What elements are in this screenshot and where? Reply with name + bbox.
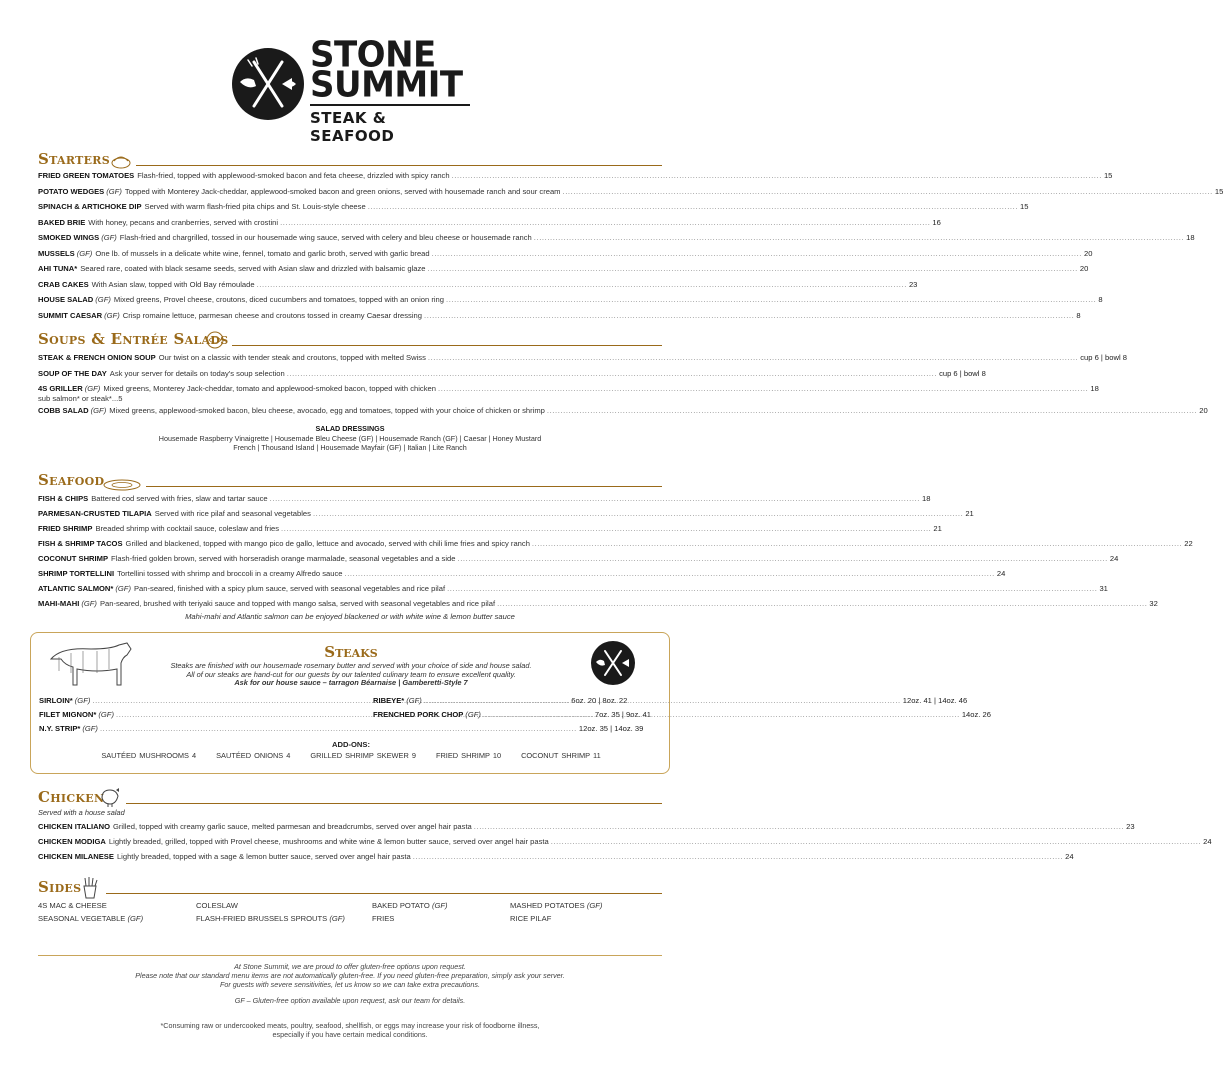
item-price: 18 [1090, 384, 1099, 393]
soups-header [38, 330, 662, 350]
side-item [372, 913, 394, 925]
steak-price: 12oz. 41 | 14oz. 46 [902, 696, 968, 705]
leader-dots [313, 508, 963, 520]
leader-dots [563, 186, 1213, 198]
sides-rule [106, 893, 662, 894]
logo-emblem [232, 48, 304, 120]
item-name: COBB SALAD [38, 405, 89, 415]
side-item [372, 900, 448, 912]
seafood-title: Seafood [38, 471, 105, 489]
item-price: 32 [1149, 599, 1158, 608]
item-description: Lightly breaded, grilled, topped with Provel cheese, mushrooms and white wine & lemon butter sauce, served over angel hair pasta [108, 837, 549, 846]
item-name: FRIED GREEN TOMATOES [38, 171, 135, 180]
item-name: HOUSE SALAD [38, 295, 94, 304]
leader-dots [446, 294, 1096, 306]
item-name: AHI TUNA* [38, 264, 78, 273]
item-description: Our twist on a classic with tender steak and croutons, topped with melted Swiss [158, 353, 426, 362]
gluten-free-tag: (GF) [82, 724, 98, 733]
leader-dots [534, 232, 1184, 244]
item-name: SUMMIT CAESAR [38, 310, 103, 320]
side-item [38, 900, 107, 912]
side-name: SEASONAL VEGETABLE [38, 914, 126, 923]
brand-name-line1: STONE [310, 34, 436, 76]
footer-line6: especially if you have certain medical conditions. [272, 1030, 428, 1039]
item-price: 15 [1020, 202, 1029, 211]
side-name: BAKED POTATO [372, 901, 430, 910]
seafood-platter-icon [102, 477, 142, 491]
steak-item [373, 695, 968, 707]
menu-item [38, 851, 1074, 863]
leader-dots [280, 217, 930, 229]
item-price: 20 [1084, 248, 1093, 258]
item-description: Crisp romaine lettuce, parmesan cheese and croutons tossed in creamy Caesar dressing [122, 310, 422, 320]
seafood-note: Mahi-mahi and Atlantic salmon can be enjoyed blackened or with white wine & lemon butter sauce [185, 612, 515, 621]
item-price: 24 [996, 569, 1006, 578]
leader-dots [270, 493, 920, 505]
gluten-free-tag: (GF) [98, 710, 114, 719]
item-description: With Asian slaw, topped with Old Bay rémoulade [91, 279, 255, 289]
item-price: cup 6 | bowl 8 [939, 368, 986, 378]
item-name: MAHI-MAHI [38, 599, 80, 608]
menu-item [38, 368, 986, 380]
side-item [38, 913, 143, 925]
item-description: Grilled, topped with creamy garlic sauce, melted parmesan and breadcrumbs, served over angel hair pasta [113, 822, 472, 831]
soups-title: Soups & Entrée Salads [38, 330, 229, 348]
item-description: Flash-fried golden brown, served with horseradish orange marmalade, seasonal vegetables and a side [111, 554, 456, 563]
footer-line4: GF – Gluten-free option available upon request, ask our team for details. [234, 996, 466, 1005]
soups-rule [232, 345, 662, 346]
addon-item: SAUTÉED MUSHROOMS 4 [101, 751, 197, 760]
side-item [510, 900, 602, 912]
menu-item [38, 598, 1158, 610]
menu-item [38, 508, 974, 520]
gluten-free-tag: (GF) [76, 248, 93, 258]
item-price: 15 [1214, 186, 1223, 196]
item-description: Mixed greens, Monterey Jack-cheddar, tomato and applewood-smoked bacon, topped with chicken [103, 384, 436, 393]
leader-dots [287, 368, 937, 380]
menu-item [38, 217, 941, 229]
leader-dots [424, 310, 1074, 322]
leader-dots [497, 598, 1147, 610]
item-price: 23 [1126, 822, 1135, 831]
seafood-header [38, 471, 662, 491]
menu-item [38, 186, 1223, 198]
item-price: 15 [1103, 171, 1113, 180]
gluten-free-tag: (GF) [90, 405, 107, 415]
footer-line1: At Stone Summit, we are proud to offer gluten-free options upon request. [234, 962, 466, 971]
side-name: 4S MAC & CHEESE [38, 901, 107, 910]
leader-dots [532, 538, 1182, 550]
addons-list [31, 751, 671, 760]
starters-header [38, 150, 662, 170]
starters-rule [136, 165, 662, 166]
side-item [196, 900, 238, 912]
menu-item [38, 263, 1089, 275]
steaks-desc-line2: All of our steaks are hand-cut for our guests by our talented culinary team to ensure excellent quality. [186, 669, 516, 679]
item-description: Pan-seared, brushed with teriyaki sauce and topped with mango salsa, served with seasonal vegetables and rice pilaf [99, 599, 496, 608]
leader-dots [483, 709, 960, 721]
item-name: POTATO WEDGES [38, 186, 105, 196]
item-description: One lb. of mussels in a delicate white wine, fennel, tomato and garlic broth, served with garlic bread [95, 248, 430, 258]
item-name: 4S GRILLER [38, 384, 83, 393]
item-price: 16 [932, 217, 941, 227]
item-price: 18 [922, 494, 931, 503]
steak-name: FRENCHED PORK CHOP [373, 710, 464, 719]
footer-line5: *Consuming raw or undercooked meats, poultry, seafood, shellfish, or eggs may increase your risk of foodborne illness, [160, 1021, 540, 1030]
item-price: 8 [1098, 295, 1103, 304]
item-description: Ask your server for details on today's soup selection [109, 368, 285, 378]
menu-item [38, 523, 942, 535]
sides-title: Sides [38, 878, 82, 896]
item-name: SHRIMP TORTELLINI [38, 569, 115, 578]
menu-item [38, 836, 1212, 848]
chicken-subtitle: Served with a house salad [38, 808, 125, 817]
salad-bowl-icon [203, 330, 227, 350]
gluten-free-tag: (GF) [101, 233, 117, 242]
steak-item [39, 723, 644, 735]
leader-dots [100, 723, 577, 735]
chicken-title: Chicken [38, 788, 105, 806]
gluten-free-tag: (GF) [329, 914, 345, 923]
leader-dots [432, 248, 1082, 260]
item-price: 20 [1199, 405, 1208, 415]
item-name: COCONUT SHRIMP [38, 554, 109, 563]
steak-name: N.Y. STRIP* [39, 724, 81, 733]
chicken-rule [126, 803, 662, 804]
menu-item [38, 170, 1113, 182]
gluten-free-tag: (GF) [95, 295, 111, 304]
steaks-desc-line3: Ask for our house sauce – tarragon Béarnaise | Gamberetti-Style 7 [234, 678, 468, 688]
leader-dots [281, 523, 931, 535]
item-description: Flash-fried, topped with applewood-smoked bacon and feta cheese, drizzled with spicy ranch [137, 171, 450, 180]
menu-item [38, 553, 1119, 565]
item-name: FISH & CHIPS [38, 494, 89, 503]
item-description: Served with rice pilaf and seasonal vegetables [154, 509, 311, 518]
item-description: Mixed greens, applewood-smoked bacon, bleu cheese, avocado, egg and tomatoes, topped with your choice of chicken or shrimp [109, 405, 545, 415]
menu-item [38, 538, 1193, 550]
chicken-header [38, 788, 662, 808]
item-description: Grilled and blackened, topped with mango pico de gallo, lettuce and avocado, served with chili lime fries and spicy ranch [125, 539, 530, 548]
side-name: COLESLAW [196, 901, 238, 910]
gluten-free-tag: (GF) [106, 186, 122, 196]
steak-price: 12oz. 35 | 14oz. 39 [578, 724, 644, 733]
dressings-line2: French | Thousand Island | Housemade Mayfair (GF) | Italian | Lite Ranch [233, 443, 467, 452]
item-name: FRIED SHRIMP [38, 524, 93, 533]
leader-dots [547, 405, 1197, 417]
side-item [196, 913, 345, 925]
item-name: SOUP OF THE DAY [38, 368, 107, 378]
item-name: ATLANTIC SALMON* [38, 584, 114, 593]
brand-name-line2: SUMMIT [310, 64, 463, 106]
addons-title: ADD-ONS: [332, 740, 370, 749]
dressings-line1: Housemade Raspberry Vinaigrette | Housemade Bleu Cheese (GF) | Housemade Ranch (GF) | Caesar | Honey Mustard [158, 434, 542, 443]
item-price: 31 [1099, 584, 1108, 593]
steak-price: 6oz. 20 | 8oz. 22 [571, 696, 628, 705]
item-price: cup 6 | bowl 8 [1080, 353, 1127, 362]
item-description: Pan-seared, finished with a spicy plum sauce, served with seasonal vegetables and rice pilaf [133, 584, 446, 593]
steak-price: 14oz. 26 [961, 710, 991, 719]
steak-price: 7oz. 35 | 9oz. 41 [594, 710, 651, 719]
menu-item [38, 201, 1029, 213]
item-price: 21 [965, 509, 974, 518]
leader-dots [257, 279, 907, 291]
addon-item: SAUTÉED ONIONS 4 [216, 751, 291, 760]
leader-dots [428, 352, 1078, 364]
item-price: 18 [1186, 233, 1195, 242]
item-name: FISH & SHRIMP TACOS [38, 539, 123, 548]
gluten-free-tag: (GF) [74, 696, 91, 705]
side-name: MASHED POTATOES [510, 901, 585, 910]
item-price: 24 [1109, 554, 1119, 563]
menu-item [38, 405, 1208, 417]
addon-item: FRIED SHRIMP 10 [435, 751, 502, 760]
steaks-description [141, 662, 561, 688]
item-name: PARMESAN-CRUSTED TILAPIA [38, 509, 152, 518]
gluten-free-tag: (GF) [465, 710, 481, 719]
leader-dots [344, 568, 994, 580]
footer-line3: For guests with severe sensitivities, let us know so we can take extra precautions. [219, 980, 481, 989]
leader-dots [457, 553, 1107, 565]
gluten-free-tag: (GF) [586, 901, 603, 910]
menu-item [38, 821, 1135, 833]
chicken-icon [98, 786, 122, 808]
item-price: 8 [1076, 310, 1081, 320]
footer-line2: Please note that our standard menu items are not automatically gluten-free. If you need gluten-free preparation, simply ask your server. [135, 971, 565, 980]
steak-item [373, 709, 991, 721]
menu-item [38, 248, 1093, 260]
brand-tagline: STEAK & SEAFOOD [310, 104, 470, 145]
item-name: CHICKEN MILANESE [38, 852, 114, 861]
item-description: Mixed greens, Provel cheese, croutons, diced cucumbers and tomatoes, topped with an onion ring [113, 295, 444, 304]
item-price: 22 [1184, 539, 1193, 548]
menu-item [38, 568, 1006, 580]
item-description: With honey, pecans and cranberries, served with crostini [88, 217, 279, 227]
gluten-free-tag: (GF) [406, 696, 422, 705]
side-item [510, 913, 551, 925]
footer-rule [38, 955, 662, 956]
addon-item: GRILLED SHRIMP SKEWER 9 [310, 751, 416, 760]
item-name: BAKED BRIE [38, 217, 86, 227]
leader-dots [447, 583, 1097, 595]
leader-dots [428, 263, 1078, 275]
gluten-free-tag: (GF) [127, 914, 144, 923]
gluten-free-tag: (GF) [115, 584, 131, 593]
logo-emblem-small [591, 641, 635, 685]
item-description: Tortellini tossed with shrimp and broccoli in a creamy Alfredo sauce [117, 569, 343, 578]
gluten-free-tag: (GF) [84, 384, 101, 393]
item-price: 21 [933, 524, 942, 533]
leader-dots [474, 821, 1124, 833]
leader-dots [413, 851, 1063, 863]
side-name: FRIES [372, 914, 395, 923]
item-price: 24 [1065, 852, 1074, 861]
item-name: SMOKED WINGS [38, 233, 100, 242]
side-name: RICE PILAF [510, 914, 552, 923]
item-price: 24 [1203, 837, 1212, 846]
menu-item [38, 493, 931, 505]
brand-logo [232, 34, 472, 145]
item-description: Lightly breaded, topped with a sage & lemon butter sauce, served over angel hair pasta [116, 852, 411, 861]
item-description: Served with warm flash-fried pita chips and St. Louis-style cheese [144, 202, 366, 211]
item-description: Breaded shrimp with cocktail sauce, coleslaw and fries [95, 524, 280, 533]
leader-dots [452, 170, 1102, 182]
item-description: Battered cod served with fries, slaw and tartar sauce [91, 494, 268, 503]
side-name: FLASH-FRIED BRUSSELS SPROUTS [196, 914, 328, 923]
item-name: CRAB CAKES [38, 279, 89, 289]
leader-dots [424, 695, 901, 707]
item-name: CHICKEN ITALIANO [38, 822, 110, 831]
menu-item [38, 310, 1081, 322]
menu-item [38, 352, 1127, 364]
item-description: Topped with Monterey Jack-cheddar, applewood-smoked bacon and green onions, served with housemade ranch and sour cream [124, 186, 561, 196]
starters-bowl-icon [110, 152, 132, 170]
item-description: Seared rare, coated with black sesame seeds, served with Asian slaw and drizzled with balsamic glaze [80, 264, 426, 273]
item-extra: sub salmon* or steak*...5 [38, 393, 123, 403]
menu-item [38, 232, 1195, 244]
dressings-title: SALAD DRESSINGS [315, 424, 385, 433]
leader-dots [368, 201, 1018, 213]
sides-header [38, 878, 662, 898]
item-name: STEAK & FRENCH ONION SOUP [38, 353, 156, 362]
starters-title: Starters [38, 150, 110, 168]
gluten-free-tag: (GF) [81, 599, 97, 608]
steak-name: SIRLOIN* [39, 696, 73, 705]
leader-dots [551, 836, 1201, 848]
item-name: SPINACH & ARTICHOKE DIP [38, 202, 142, 211]
gluten-free-tag: (GF) [104, 310, 120, 320]
gluten-free-tag: (GF) [431, 901, 448, 910]
menu-item [38, 294, 1103, 306]
addon-item: COCONUT SHRIMP 11 [521, 751, 601, 760]
steak-name: FILET MIGNON* [39, 710, 97, 719]
steaks-panel [30, 632, 991, 774]
menu-item [38, 583, 1108, 595]
steaks-desc-line1: Steaks are finished with our housemade rosemary butter and served with your choice of side and house salad. [170, 661, 532, 670]
seafood-rule [146, 486, 662, 487]
menu-item [38, 279, 918, 291]
item-description: Flash-fried and chargrilled, tossed in our housemade wing sauce, served with celery and bleu cheese or housemade ranch [119, 233, 532, 242]
item-name: MUSSELS [38, 248, 75, 258]
item-price: 23 [908, 279, 918, 289]
item-price: 20 [1079, 264, 1089, 273]
steak-name: RIBEYE* [373, 696, 405, 705]
fries-icon [80, 876, 100, 898]
item-name: CHICKEN MODIGA [38, 837, 106, 846]
steaks-title: Steaks [324, 643, 378, 661]
